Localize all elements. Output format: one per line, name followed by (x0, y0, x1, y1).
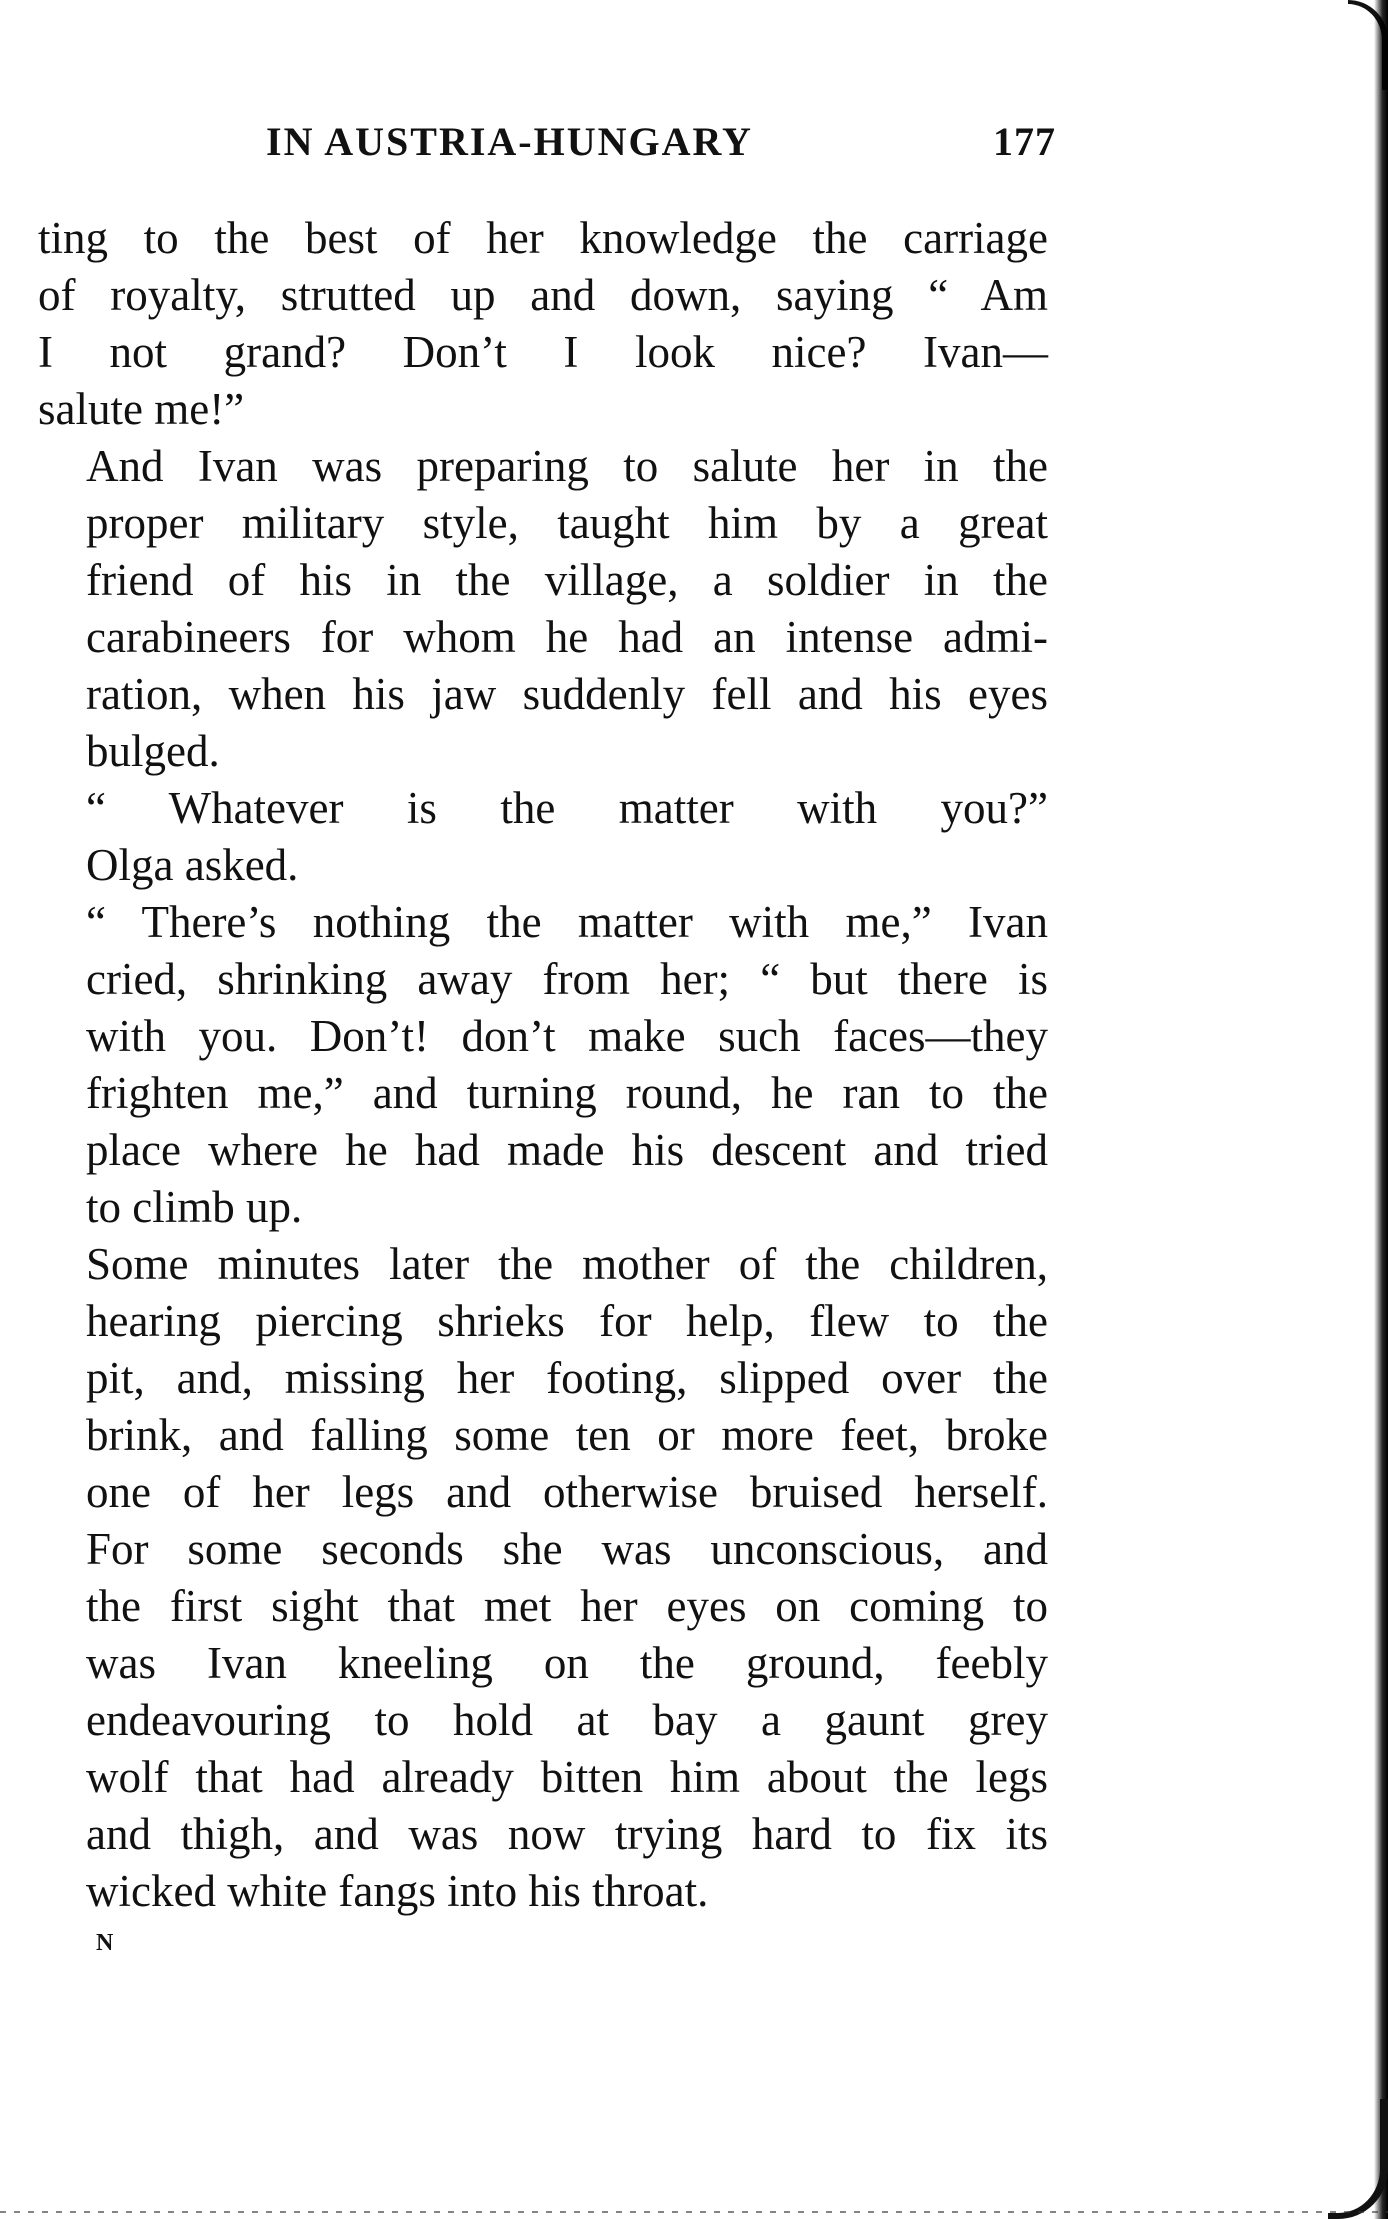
text-line: “ There’s nothing the matter with me,” Ivan (86, 897, 1048, 947)
text-line: wicked white fangs into his throat. (86, 1866, 709, 1916)
paragraph (38, 894, 1048, 1236)
page-edge-shadow (1374, 0, 1388, 2219)
paragraph (38, 780, 1048, 894)
paragraph (38, 438, 1048, 780)
text-line: Some minutes later the mother of the children, (86, 1239, 1048, 1289)
text-line: cried, shrinking away from her; “ but there is (86, 954, 1048, 1004)
text-line: “ Whatever is the matter with you?” (86, 783, 1048, 833)
text-line: bulged. (86, 726, 220, 776)
text-line: carabineers for whom he had an intense admi- (86, 612, 1048, 662)
text-line: brink, and falling some ten or more feet, broke (86, 1410, 1048, 1460)
text-line: proper military style, taught him by a great (86, 498, 1048, 548)
paragraph (38, 210, 1048, 438)
text-line: For some seconds she was unconscious, and (86, 1524, 1048, 1574)
text-line: friend of his in the village, a soldier in the (86, 555, 1048, 605)
text-line: and thigh, and was now trying hard to fix its (86, 1809, 1048, 1859)
text-line: hearing piercing shrieks for help, flew to the (86, 1296, 1048, 1346)
text-line: Olga asked. (86, 840, 299, 890)
text-line: one of her legs and otherwise bruised herself. (86, 1467, 1048, 1517)
text-line: with you. Don’t! don’t make such faces—they (86, 1011, 1048, 1061)
text-line: ration, when his jaw suddenly fell and his eyes (86, 669, 1048, 719)
page-number: 177 (993, 119, 1056, 164)
text-line: wolf that had already bitten him about the legs (86, 1752, 1048, 1802)
text-line: ting to the best of her knowledge the carriage (38, 213, 1048, 263)
text-line: And Ivan was preparing to salute her in the (86, 441, 1048, 491)
text-line: pit, and, missing her footing, slipped over the (86, 1353, 1048, 1403)
text-line: of royalty, strutted up and down, saying “ Am (38, 270, 1048, 320)
text-line: I not grand? Don’t I look nice? Ivan— (38, 327, 1048, 377)
text-line: endeavouring to hold at bay a gaunt grey (86, 1695, 1048, 1745)
text-line: the first sight that met her eyes on coming to (86, 1581, 1048, 1631)
body-text (38, 210, 1048, 1920)
text-line: was Ivan kneeling on the ground, feebly (86, 1638, 1048, 1688)
text-line: place where he had made his descent and tried (86, 1125, 1048, 1175)
signature-mark: N (96, 1930, 115, 1956)
page-bottom-edge (0, 2211, 1388, 2213)
text-line: to climb up. (86, 1182, 303, 1232)
running-title: IN AUSTRIA-HUNGARY (266, 119, 753, 164)
text-line: frighten me,” and turning round, he ran to the (86, 1068, 1048, 1118)
running-header (266, 118, 1056, 178)
paragraph (38, 1236, 1048, 1920)
text-line: salute me!” (38, 384, 245, 434)
